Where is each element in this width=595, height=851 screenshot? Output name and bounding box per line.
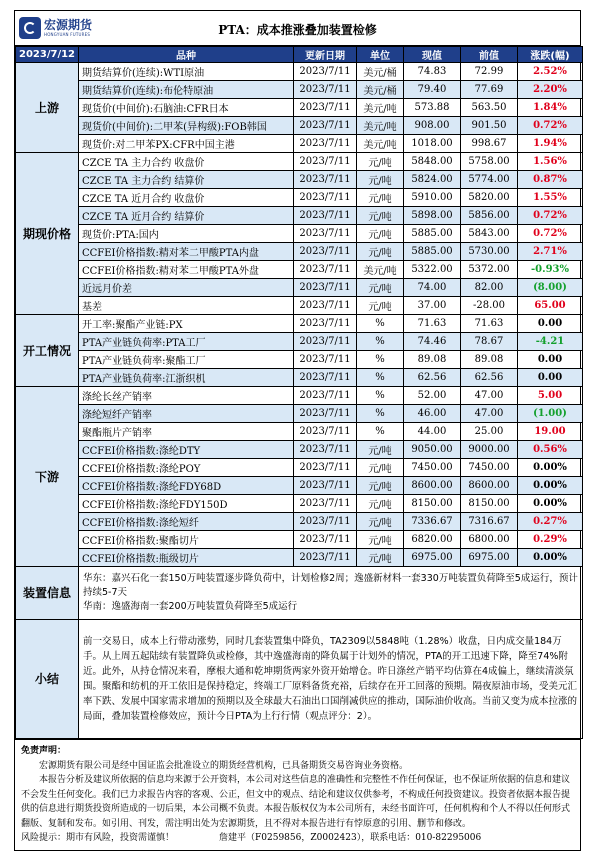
row-date: 2023/7/11 — [294, 117, 357, 135]
table-row — [16, 261, 583, 279]
row-change: 0.29% — [518, 531, 583, 549]
row-change: 0.00 — [518, 315, 583, 333]
row-change: 1.55% — [518, 189, 583, 207]
table-row — [16, 99, 583, 117]
row-unit: % — [357, 351, 404, 369]
row-change: 0.00% — [518, 459, 583, 477]
row-current: 8600.00 — [404, 477, 461, 495]
row-current: 5848.00 — [404, 153, 461, 171]
row-previous: 5730.00 — [461, 243, 518, 261]
header-date: 2023/7/12 — [16, 47, 79, 63]
row-current: 6975.00 — [404, 549, 461, 567]
row-change: 0.27% — [518, 513, 583, 531]
row-date: 2023/7/11 — [294, 495, 357, 513]
row-date: 2023/7/11 — [294, 369, 357, 387]
row-unit: 元/吨 — [357, 531, 404, 549]
table-row — [16, 369, 583, 387]
row-unit: 元/吨 — [357, 225, 404, 243]
logo-cn-text: 宏源期货 — [44, 18, 93, 32]
row-change: 0.00% — [518, 549, 583, 567]
row-previous: 8600.00 — [461, 477, 518, 495]
row-current: 5910.00 — [404, 189, 461, 207]
row-change: -0.93% — [518, 261, 583, 279]
row-change: (1.00) — [518, 405, 583, 423]
row-unit: 元/吨 — [357, 189, 404, 207]
header-previous: 前值 — [461, 47, 518, 63]
summary-label: 小结 — [16, 620, 79, 739]
row-date: 2023/7/11 — [294, 423, 357, 441]
row-unit: 美元/吨 — [357, 135, 404, 153]
row-name: 近远月价差 — [79, 279, 294, 297]
row-change: 1.84% — [518, 99, 583, 117]
row-date: 2023/7/11 — [294, 315, 357, 333]
device-info-line2: 华南：逸盛海南一套200万吨装置负荷降至5成运行 — [83, 601, 298, 612]
row-previous: 89.08 — [461, 351, 518, 369]
row-previous: 62.56 — [461, 369, 518, 387]
table-row — [16, 297, 583, 315]
row-name: 现货价:PTA:国内 — [79, 225, 294, 243]
row-name: 涤纶长丝产销率 — [79, 387, 294, 405]
row-date: 2023/7/11 — [294, 297, 357, 315]
row-name: 期货结算价(连续):WTI原油 — [79, 63, 294, 81]
row-date: 2023/7/11 — [294, 261, 357, 279]
row-name: 现货价(中间价):石脑油:CFR日本 — [79, 99, 294, 117]
data-table — [15, 46, 583, 739]
category-cell: 下游 — [16, 387, 79, 567]
row-name: CZCE TA 主力合约 收盘价 — [79, 153, 294, 171]
table-row — [16, 477, 583, 495]
row-unit: 元/吨 — [357, 477, 404, 495]
row-change: 19.00 — [518, 423, 583, 441]
row-previous: 6800.00 — [461, 531, 518, 549]
row-current: 5898.00 — [404, 207, 461, 225]
row-current: 5885.00 — [404, 243, 461, 261]
table-row — [16, 351, 583, 369]
table-row — [16, 441, 583, 459]
row-previous: 47.00 — [461, 405, 518, 423]
row-date: 2023/7/11 — [294, 531, 357, 549]
row-current: 74.46 — [404, 333, 461, 351]
risk-warning: 风险提示：期市有风险，投资需谨慎！ — [21, 833, 175, 843]
header-unit: 单位 — [357, 47, 404, 63]
row-current: 79.40 — [404, 81, 461, 99]
row-name: CCFEI价格指数:涤纶短纤 — [79, 513, 294, 531]
report-header — [15, 11, 580, 46]
row-name: CZCE TA 近月合约 结算价 — [79, 207, 294, 225]
table-row — [16, 207, 583, 225]
table-row — [16, 423, 583, 441]
row-current: 5322.00 — [404, 261, 461, 279]
row-change: 2.71% — [518, 243, 583, 261]
table-row — [16, 81, 583, 99]
row-name: PTA产业链负荷率:江浙织机 — [79, 369, 294, 387]
row-change: 0.00% — [518, 477, 583, 495]
table-row — [16, 117, 583, 135]
row-name: 基差 — [79, 297, 294, 315]
row-date: 2023/7/11 — [294, 207, 357, 225]
row-date: 2023/7/11 — [294, 351, 357, 369]
row-date: 2023/7/11 — [294, 513, 357, 531]
row-name: CCFEI价格指数:精对苯二甲酸PTA内盘 — [79, 243, 294, 261]
table-row — [16, 189, 583, 207]
category-cell: 开工情况 — [16, 315, 79, 387]
table-row — [16, 315, 583, 333]
row-previous: 5843.00 — [461, 225, 518, 243]
row-current: 5824.00 — [404, 171, 461, 189]
category-cell: 期现价格 — [16, 153, 79, 315]
row-unit: 美元/吨 — [357, 117, 404, 135]
row-change: 1.94% — [518, 135, 583, 153]
row-name: CCFEI价格指数:涤纶FDY68D — [79, 477, 294, 495]
row-change: 65.00 — [518, 297, 583, 315]
header-name: 品种 — [79, 47, 294, 63]
row-unit: % — [357, 423, 404, 441]
row-date: 2023/7/11 — [294, 99, 357, 117]
row-unit: 美元/桶 — [357, 63, 404, 81]
row-change: (8.00) — [518, 279, 583, 297]
row-unit: % — [357, 315, 404, 333]
row-date: 2023/7/11 — [294, 333, 357, 351]
table-row — [16, 225, 583, 243]
row-current: 37.00 — [404, 297, 461, 315]
row-previous: 998.67 — [461, 135, 518, 153]
row-previous: 25.00 — [461, 423, 518, 441]
table-row — [16, 405, 583, 423]
row-unit: 美元/吨 — [357, 99, 404, 117]
row-change: 0.72% — [518, 117, 583, 135]
row-previous: 82.00 — [461, 279, 518, 297]
row-current: 89.08 — [404, 351, 461, 369]
row-name: CCFEI价格指数:涤纶DTY — [79, 441, 294, 459]
row-unit: 元/吨 — [357, 171, 404, 189]
row-previous: 78.67 — [461, 333, 518, 351]
row-name: CCFEI价格指数:精对苯二甲酸PTA外盘 — [79, 261, 294, 279]
table-row — [16, 495, 583, 513]
table-row — [16, 135, 583, 153]
row-previous: 5758.00 — [461, 153, 518, 171]
row-previous: 47.00 — [461, 387, 518, 405]
row-name: CCFEI价格指数:涤纶POY — [79, 459, 294, 477]
row-date: 2023/7/11 — [294, 63, 357, 81]
row-name: 期货结算价(连续):布伦特原油 — [79, 81, 294, 99]
row-unit: 元/吨 — [357, 297, 404, 315]
row-unit: 元/吨 — [357, 279, 404, 297]
row-unit: 元/吨 — [357, 459, 404, 477]
row-unit: % — [357, 333, 404, 351]
row-date: 2023/7/11 — [294, 153, 357, 171]
row-previous: 5820.00 — [461, 189, 518, 207]
row-previous: 563.50 — [461, 99, 518, 117]
device-info-line1: 华东：嘉兴石化一套150万吨装置逐步降负荷中，计划检修2周；逸盛新材料一套330万吨装置负荷降至5成运行，预计持续5-7天 — [83, 573, 578, 598]
row-date: 2023/7/11 — [294, 477, 357, 495]
row-unit: 元/吨 — [357, 441, 404, 459]
device-info-text — [79, 567, 583, 620]
device-info-label: 装置信息 — [16, 567, 79, 620]
row-previous: 5774.00 — [461, 171, 518, 189]
row-name: 现货价(中间价):二甲苯(异构级):FOB韩国 — [79, 117, 294, 135]
row-previous: 8150.00 — [461, 495, 518, 513]
row-previous: 7316.67 — [461, 513, 518, 531]
row-change: 1.56% — [518, 153, 583, 171]
report-title: PTA：成本推涨叠加装置检修 — [218, 23, 377, 37]
row-previous: 6975.00 — [461, 549, 518, 567]
disclaimer — [15, 739, 580, 850]
row-unit: % — [357, 369, 404, 387]
row-unit: 元/吨 — [357, 153, 404, 171]
header-current: 现值 — [404, 47, 461, 63]
summary-text: 前一交易日，成本上行带动涨势，同时几套装置集中降负，TA2309以5848吨（1.28%）收盘，日内成交量184万手。从上周五起陆续有装置降负或检修，其中逸盛海南的降负属于计划外的情况，PTA的开工迅速下降，降至74%附近。此外，从持仓情况来看，摩根大通和乾坤期货两家外资开始增仓。昨日涤丝产销平均估算在4成偏上，继续清淡氛围。聚酯和纺机的开工依旧是保持稳定，终端工厂原料备货充裕，后续存在开工回落的预期。隔夜原油市场，受美元汇率下跌、发展中国家需求增加的预期以及全球最大石油出口国削减供应的推动，国际油价收高。当前又变为成本拉涨的局面，叠加装置检修效应，预计今日PTA为上行行情（观点评分：2）。 — [79, 620, 583, 739]
row-date: 2023/7/11 — [294, 243, 357, 261]
row-previous: 9000.00 — [461, 441, 518, 459]
disclaimer-p2: 本报告分析及建议所依据的信息均来源于公开资料，本公司对这些信息的准确性和完整性不作任何保证，也不保证所依据的信息和建议不会发生任何变化。我们已力求报告内容的客观、公正，但文中的观点、结论和建议仅供参考，不构成任何投资建议。投资者依据本报告提供的信息进行期货投资所造成的一切后果，本公司概不负责。本报告版权仅为本公司所有，未经书面许可，任何机构和个人不得以任何形式翻版、复制和发布。如引用、刊发，需注明出处为宏源期货，且不得对本报告进行有悖原意的引用、删节和修改。 — [21, 775, 571, 829]
row-unit: 元/吨 — [357, 549, 404, 567]
logo-en-text: HONGYUAN FUTURES — [44, 32, 91, 37]
row-change: 5.00 — [518, 387, 583, 405]
row-change: 2.20% — [518, 81, 583, 99]
table-header-row — [16, 47, 583, 63]
row-name: CCFEI价格指数:聚酯切片 — [79, 531, 294, 549]
header-change: 涨跌(幅) — [518, 47, 583, 63]
row-change: 0.00 — [518, 369, 583, 387]
row-current: 44.00 — [404, 423, 461, 441]
row-change: 0.00 — [518, 351, 583, 369]
row-unit: 美元/桶 — [357, 81, 404, 99]
table-row — [16, 63, 583, 81]
disclaimer-heading: 免责声明： — [21, 746, 67, 756]
row-current: 5885.00 — [404, 225, 461, 243]
disclaimer-p1: 宏源期货有限公司是经中国证监会批准设立的期货经营机构，已具备期货交易咨询业务资格。 — [39, 760, 409, 771]
row-previous: 5856.00 — [461, 207, 518, 225]
row-current: 74.83 — [404, 63, 461, 81]
table-row — [16, 549, 583, 567]
row-current: 71.63 — [404, 315, 461, 333]
row-unit: 美元/吨 — [357, 261, 404, 279]
row-change: 0.72% — [518, 207, 583, 225]
row-name: PTA产业链负荷率:PTA工厂 — [79, 333, 294, 351]
row-previous: 77.69 — [461, 81, 518, 99]
table-row — [16, 513, 583, 531]
row-unit: 元/吨 — [357, 207, 404, 225]
table-row — [16, 387, 583, 405]
row-date: 2023/7/11 — [294, 189, 357, 207]
row-current: 9050.00 — [404, 441, 461, 459]
row-date: 2023/7/11 — [294, 459, 357, 477]
row-unit: % — [357, 405, 404, 423]
summary-row — [16, 620, 583, 739]
row-date: 2023/7/11 — [294, 225, 357, 243]
row-name: 聚酯瓶片产销率 — [79, 423, 294, 441]
row-previous: 901.50 — [461, 117, 518, 135]
row-change: 0.72% — [518, 225, 583, 243]
row-current: 46.00 — [404, 405, 461, 423]
row-name: 涤纶短纤产销率 — [79, 405, 294, 423]
row-name: CZCE TA 主力合约 结算价 — [79, 171, 294, 189]
table-row — [16, 171, 583, 189]
row-change: 0.87% — [518, 171, 583, 189]
row-date: 2023/7/11 — [294, 387, 357, 405]
row-current: 74.00 — [404, 279, 461, 297]
header-update: 更新日期 — [294, 47, 357, 63]
row-previous: -28.00 — [461, 297, 518, 315]
row-date: 2023/7/11 — [294, 81, 357, 99]
row-change: 0.00% — [518, 495, 583, 513]
row-unit: % — [357, 387, 404, 405]
row-current: 6820.00 — [404, 531, 461, 549]
row-current: 908.00 — [404, 117, 461, 135]
row-date: 2023/7/11 — [294, 279, 357, 297]
author-info: 詹建平（F0259856，Z0002423），联系电话：010-82295006 — [219, 833, 482, 843]
row-date: 2023/7/11 — [294, 441, 357, 459]
row-current: 573.88 — [404, 99, 461, 117]
row-unit: 元/吨 — [357, 513, 404, 531]
table-row — [16, 333, 583, 351]
row-current: 7336.67 — [404, 513, 461, 531]
table-row — [16, 243, 583, 261]
row-name: CZCE TA 近月合约 收盘价 — [79, 189, 294, 207]
row-current: 8150.00 — [404, 495, 461, 513]
category-cell: 上游 — [16, 63, 79, 153]
row-name: CCFEI价格指数:涤纶FDY150D — [79, 495, 294, 513]
row-previous: 71.63 — [461, 315, 518, 333]
row-previous: 5372.00 — [461, 261, 518, 279]
row-unit: 元/吨 — [357, 495, 404, 513]
row-name: 现货价:对二甲苯PX:CFR中国主港 — [79, 135, 294, 153]
row-change: 2.52% — [518, 63, 583, 81]
row-unit: 元/吨 — [357, 243, 404, 261]
row-date: 2023/7/11 — [294, 405, 357, 423]
risk-line — [21, 831, 574, 846]
row-current: 1018.00 — [404, 135, 461, 153]
row-previous: 72.99 — [461, 63, 518, 81]
row-name: CCFEI价格指数:瓶级切片 — [79, 549, 294, 567]
row-current: 52.00 — [404, 387, 461, 405]
device-info-row — [16, 567, 583, 620]
row-change: -4.21 — [518, 333, 583, 351]
row-date: 2023/7/11 — [294, 549, 357, 567]
row-date: 2023/7/11 — [294, 135, 357, 153]
table-row — [16, 531, 583, 549]
row-name: PTA产业链负荷率:聚酯工厂 — [79, 351, 294, 369]
table-row — [16, 459, 583, 477]
row-name: 开工率:聚酯产业链:PX — [79, 315, 294, 333]
table-row — [16, 153, 583, 171]
row-current: 7450.00 — [404, 459, 461, 477]
row-change: 0.56% — [518, 441, 583, 459]
table-row — [16, 279, 583, 297]
row-previous: 7450.00 — [461, 459, 518, 477]
row-date: 2023/7/11 — [294, 171, 357, 189]
row-current: 62.56 — [404, 369, 461, 387]
report-page — [14, 10, 581, 851]
